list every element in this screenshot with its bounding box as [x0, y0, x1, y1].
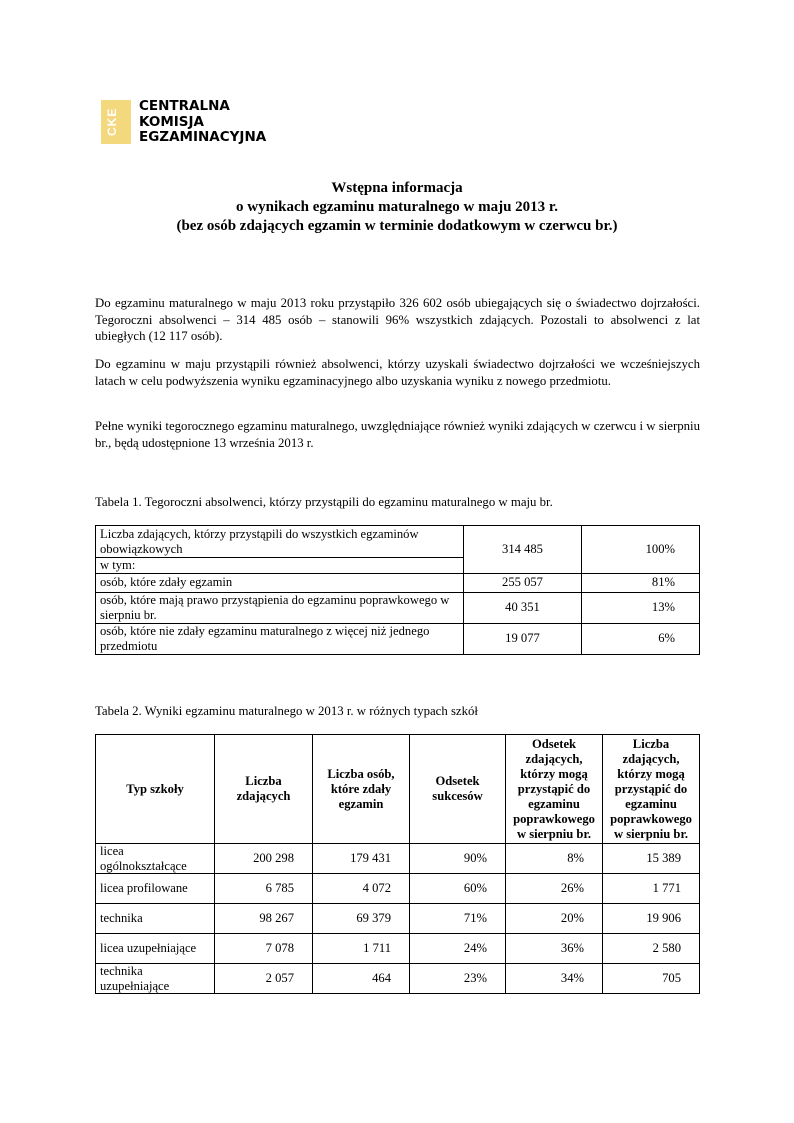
- column-header: Liczba zdających: [215, 735, 313, 844]
- table-row: [96, 844, 700, 874]
- table1-subheader: w tym:: [96, 558, 464, 574]
- table-cell: 705: [603, 964, 700, 994]
- table-row: [96, 573, 700, 592]
- table-row: [96, 623, 700, 654]
- table-row: [96, 904, 700, 934]
- table-cell: 71%: [410, 904, 506, 934]
- table-row: [96, 934, 700, 964]
- table2-caption: Tabela 2. Wyniki egzaminu maturalnego w 2013 r. w różnych typach szkół: [95, 704, 478, 718]
- table1-caption: Tabela 1. Tegoroczni absolwenci, którzy przystąpili do egzaminu maturalnego w maju br.: [95, 495, 553, 509]
- table-cell: 23%: [410, 964, 506, 994]
- table1-header-pct: 100%: [582, 526, 700, 574]
- table-cell: 20%: [506, 904, 603, 934]
- logo-line-1: CENTRALNA: [139, 98, 230, 114]
- table-cell: 179 431: [313, 844, 410, 874]
- table-cell: 36%: [506, 934, 603, 964]
- table-cell: 4 072: [313, 874, 410, 904]
- logo-text: [139, 99, 266, 146]
- table-cell: licea ogólnokształcące: [96, 844, 215, 874]
- table-cell: technika uzupełniające: [96, 964, 215, 994]
- paragraph-1: Do egzaminu maturalnego w maju 2013 roku przystąpiło 326 602 osób ubiegających się o świadectwo dojrzałości. Tegoroczni absolwenci – 314 485 osób – stanowili 96% wszystkich zdających. Pozostali to absolwenci z lat ubiegłych (12 117 osób).: [95, 296, 700, 343]
- table-cell: 26%: [506, 874, 603, 904]
- table-row: [96, 592, 700, 623]
- table-cell: 98 267: [215, 904, 313, 934]
- table-cell: licea profilowane: [96, 874, 215, 904]
- logo-line-3: EGZAMINACYJNA: [139, 129, 267, 145]
- table-cell: 69 379: [313, 904, 410, 934]
- table-cell: technika: [96, 904, 215, 934]
- table-2: [95, 734, 700, 994]
- table-cell: 90%: [410, 844, 506, 874]
- table-cell: 464: [313, 964, 410, 994]
- table-cell: 19 077: [464, 623, 582, 654]
- table-cell: 2 057: [215, 964, 313, 994]
- table-cell: 40 351: [464, 592, 582, 623]
- table-cell: 60%: [410, 874, 506, 904]
- column-header: Odsetek sukcesów: [410, 735, 506, 844]
- title-line-1: Wstępna informacja: [331, 180, 463, 196]
- table-cell: osób, które nie zdały egzaminu maturalnego z więcej niż jednego przedmiotu: [96, 623, 464, 654]
- table-cell: 6 785: [215, 874, 313, 904]
- logo-mark-text: CKE: [105, 107, 119, 137]
- table-cell: 2 580: [603, 934, 700, 964]
- table-cell: 6%: [582, 623, 700, 654]
- table-row: [96, 964, 700, 994]
- table-row: [96, 526, 700, 558]
- table-cell: 19 906: [603, 904, 700, 934]
- logo-mark: [101, 100, 131, 144]
- column-header: Liczba zdających, którzy mogą przystąpić do egzaminu poprawkowego w sierpniu br.: [603, 735, 700, 844]
- table-cell: 1 711: [313, 934, 410, 964]
- table-cell: 81%: [582, 573, 700, 592]
- table-cell: 15 389: [603, 844, 700, 874]
- table-header-row: [96, 735, 700, 844]
- table-1: [95, 525, 700, 655]
- title-line-3: (bez osób zdających egzamin w terminie dodatkowym w czerwcu br.): [176, 218, 618, 234]
- table-cell: 255 057: [464, 573, 582, 592]
- column-header: Typ szkoły: [96, 735, 215, 844]
- paragraph-3: Pełne wyniki tegorocznego egzaminu maturalnego, uwzględniające również wyniki zdających w czerwcu i w sierpniu br., będą udostępnione 13 września 2013 r.: [95, 419, 700, 450]
- table-cell: 8%: [506, 844, 603, 874]
- table-row: [96, 874, 700, 904]
- table-cell: licea uzupełniające: [96, 934, 215, 964]
- column-header: Odsetek zdających, którzy mogą przystąpić do egzaminu poprawkowego w sierpniu br.: [506, 735, 603, 844]
- table-cell: 13%: [582, 592, 700, 623]
- table-cell: 34%: [506, 964, 603, 994]
- table-cell: 1 771: [603, 874, 700, 904]
- table-cell: osób, które mają prawo przystąpienia do egzaminu poprawkowego w sierpniu br.: [96, 592, 464, 623]
- paragraph-2: Do egzaminu w maju przystąpili również absolwenci, którzy uzyskali świadectwo dojrzałości we wcześniejszych latach w celu podwyższenia wyniku egzaminacyjnego albo uzyskania wyniku z nowego przedmiotu.: [95, 357, 700, 388]
- table1-header-value: 314 485: [464, 526, 582, 574]
- table1-header-label: Liczba zdających, którzy przystąpili do wszystkich egzaminów obowiązkowych: [96, 526, 464, 558]
- cke-logo: [101, 100, 281, 146]
- table-cell: 200 298: [215, 844, 313, 874]
- table-cell: osób, które zdały egzamin: [96, 573, 464, 592]
- column-header: Liczba osób, które zdały egzamin: [313, 735, 410, 844]
- table-cell: 24%: [410, 934, 506, 964]
- logo-line-2: KOMISJA: [139, 113, 204, 130]
- table-cell: 7 078: [215, 934, 313, 964]
- title-line-2: o wynikach egzaminu maturalnego w maju 2013 r.: [236, 199, 558, 215]
